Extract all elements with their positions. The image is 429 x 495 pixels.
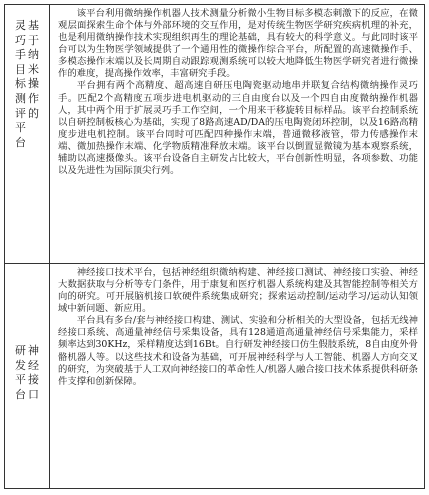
vertical-label — [5, 264, 49, 402]
description-paragraph: 神经接口技术平台，包括神经组织微纳构建、神经接口测试、神经接口实验、神经大数据获取与分析等专门条件，用于康复和医疗机器人系统构建及其智能控制等相关方向的研究。可开展脑机接口软硬件系统集成研究；探索运动控制/运动学习/运动认知领域中新问题、新应用。 — [58, 267, 418, 315]
table-row-neural-interface-platform — [5, 264, 425, 489]
row-description-cell — [50, 5, 425, 264]
label-char: 口 — [28, 387, 39, 401]
label-char: 的 — [28, 106, 39, 120]
label-char: 巧 — [15, 33, 26, 47]
row-description-cell — [50, 264, 425, 489]
label-char: 灵 — [15, 19, 26, 32]
label-char: 平 — [15, 373, 26, 387]
label-char: 测 — [15, 91, 26, 105]
label-column-1 — [28, 344, 39, 402]
platform-table — [4, 4, 425, 489]
label-char: 发 — [15, 358, 26, 372]
label-char: 作 — [28, 91, 39, 105]
label-char: 手 — [15, 48, 26, 62]
label-column-2 — [15, 19, 26, 150]
label-char: 米 — [28, 62, 39, 76]
label-char: 于 — [28, 33, 39, 47]
label-char: 评 — [15, 106, 26, 120]
label-char: 标 — [15, 77, 26, 91]
label-char: 神 — [28, 344, 39, 357]
row-label-cell — [5, 5, 50, 264]
row-label-cell — [5, 264, 50, 489]
label-char: 纳 — [28, 48, 39, 62]
label-char: 操 — [28, 77, 39, 91]
table-row-dexterous-hand-platform — [5, 5, 425, 264]
label-column-2 — [15, 344, 26, 402]
description-paragraph: 该平台利用微纳操作机器人技术测量分析微小生物目标多模态刺激下的反应，在微观层面探索生命个体与外部环境的交互作用，是对传统生物医学研究疾病机理的补充，也是利用微纳操作技术实现组织再生的理论基础，具有较大的科学意义。与此同时该平台可以为生物医学领域提供了一个通用性的微操作综合平台，所配置的高速微操作手、多模态操作末端以及长周期自动跟踪观测系统可以较大地降低生物医学研究者进行微操作的难度，提高操作效率，丰富研究手段。 — [58, 8, 418, 80]
vertical-label — [5, 5, 49, 150]
label-char: 接 — [28, 373, 39, 387]
label-char: 经 — [28, 358, 39, 372]
label-column-1 — [28, 19, 39, 150]
label-char: 平 — [15, 121, 26, 135]
description-paragraph: 平台拥有两个高精度、超高速自研压电陶瓷驱动地串并联复合结构微纳操作灵巧手。匹配2个高精度五项步进电机驱动的三自由度台以及一个四自由度微纳操作机器人，其中两个用于扩展灵巧手工作空间，一个用来干移旋转目标样品。该平台控制系统以自研控制板核心为基础，实现了8路高速AD/DA的压电陶瓷闭环控制，以及16路高精度步进电机控制。该平台同时可匹配四种操作末端，普通微移液管，带力传感操作末端、微加热操作末端、化学物质精准释放末端。该平台以倒置显微镜为基本观察系统，辅助以高速摄像头。该平台设备自主研发占比较大，平台创新性明显，各项参数、功能以及先进性为国际顶尖行列。 — [58, 80, 418, 177]
label-char: 台 — [15, 135, 26, 149]
label-char: 基 — [28, 19, 39, 32]
label-char: 目 — [15, 62, 26, 76]
label-char: 研 — [15, 344, 26, 357]
description-paragraph: 平台具有多台/套与神经接口构建、测试、实验和分析相关的大型设备，包括无线神经接口系统、高通量神经信号采集设备，具有128通道高通量神经信号采集能力，采样频率达到30KHz，采样精度达到16Bt。自行研发神经接口仿生假肢系统，8自由度外骨骼机器人等。以这些技术和设备为基础，可开展神经科学与人工智能、机器人方向交叉的研究，为突破基于人工双向神经接口的革命性人/机器人融合接口技术体系提供科研条件支撑和创新保障。 — [58, 315, 418, 387]
label-char: 台 — [15, 387, 26, 401]
